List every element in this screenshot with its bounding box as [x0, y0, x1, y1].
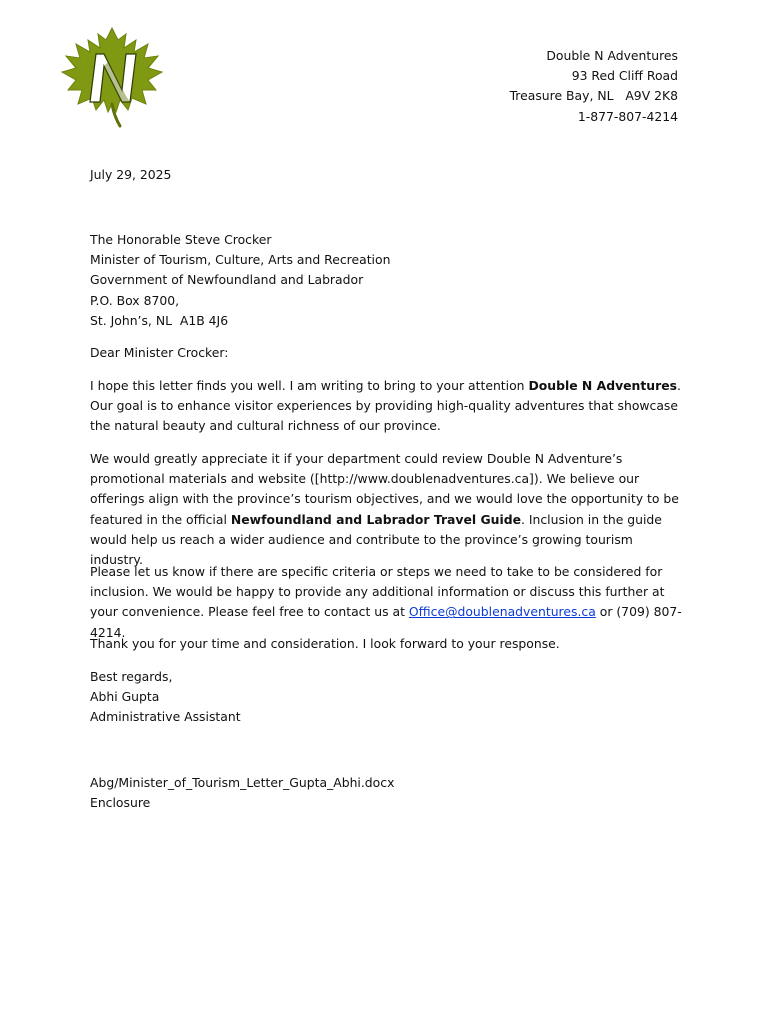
recipient-title: Minister of Tourism, Culture, Arts and Recreation [90, 252, 391, 268]
p2-text-before: We would greatly appreciate it if your department could review Double N Adventure’s promotional materials and website ([http://www.doublenadventures.ca]). We believe our offerings align with the province’s tourism objectives, and we would love the opportunity to be featured in the official [90, 451, 679, 527]
sender-address-block [510, 46, 678, 127]
paragraph-contact [90, 562, 682, 643]
p1-text-before: I hope this letter finds you well. I am writing to bring to your attention [90, 378, 529, 393]
salutation-text: Dear Minister Crocker: [90, 345, 229, 360]
sender-city: Treasure Bay, NL A9V 2K8 [509, 88, 678, 104]
signer-title: Administrative Assistant [90, 709, 241, 725]
travel-guide-bold: Newfoundland and Labrador Travel Guide [230, 511, 521, 527]
enclosure-notation: Enclosure [90, 795, 151, 811]
paragraph-thanks [90, 634, 682, 654]
paragraph-2-text [90, 449, 682, 570]
p3-text-after: or (709) 807-4214. [90, 604, 682, 640]
letter-date [90, 165, 682, 185]
recipient-po-box: P.O. Box 8700, [90, 292, 180, 308]
file-reference: Abg/Minister_of_Tourism_Letter_Gupta_Abhi.docx [90, 775, 395, 790]
date-text: July 29, 2025 [90, 167, 172, 182]
p1-text-after: . Our goal is to enhance visitor experiences by providing high-quality adventures that showcase the natural beauty and cultural richness of our province. [90, 378, 681, 434]
paragraph-1-text [90, 376, 682, 437]
p2-text-after: . Inclusion in the guide would help us reach a wider audience and contribute to the province’s growing tourism industry. [90, 511, 662, 568]
closing-regards: Best regards, [90, 669, 173, 684]
recipient-city: St. John’s, NL A1B 4J6 [90, 312, 229, 328]
recipient-name: The Honorable Steve Crocker [90, 232, 272, 247]
email-link[interactable]: Office@doublenadventures.ca [408, 604, 596, 620]
recipient-address-block [90, 230, 682, 331]
paragraph-request [90, 449, 682, 570]
sender-street: 93 Red Cliff Road [571, 68, 678, 84]
double-n-maple-leaf-logo [60, 26, 164, 128]
recipient-government: Government of Newfoundland and Labrador [90, 272, 364, 288]
closing-block [90, 667, 682, 728]
signer-name: Abhi Gupta [90, 689, 160, 705]
sender-company: Double N Adventures [546, 48, 678, 63]
paragraph-introduction [90, 376, 682, 437]
paragraph-3-text [90, 562, 682, 643]
sender-phone: 1-877-807-4214 [577, 108, 678, 124]
paragraph-4-text: Thank you for your time and consideration. I look forward to your response. [90, 636, 560, 651]
salutation [90, 343, 682, 363]
p3-text-before: Please let us know if there are specific criteria or steps we need to take to be considered for inclusion. We would be happy to provide any additional information or discuss this further at your convenience. Please feel free to contact us at [90, 564, 665, 620]
reference-block [90, 773, 682, 813]
company-name-bold: Double N Adventures [528, 378, 678, 393]
